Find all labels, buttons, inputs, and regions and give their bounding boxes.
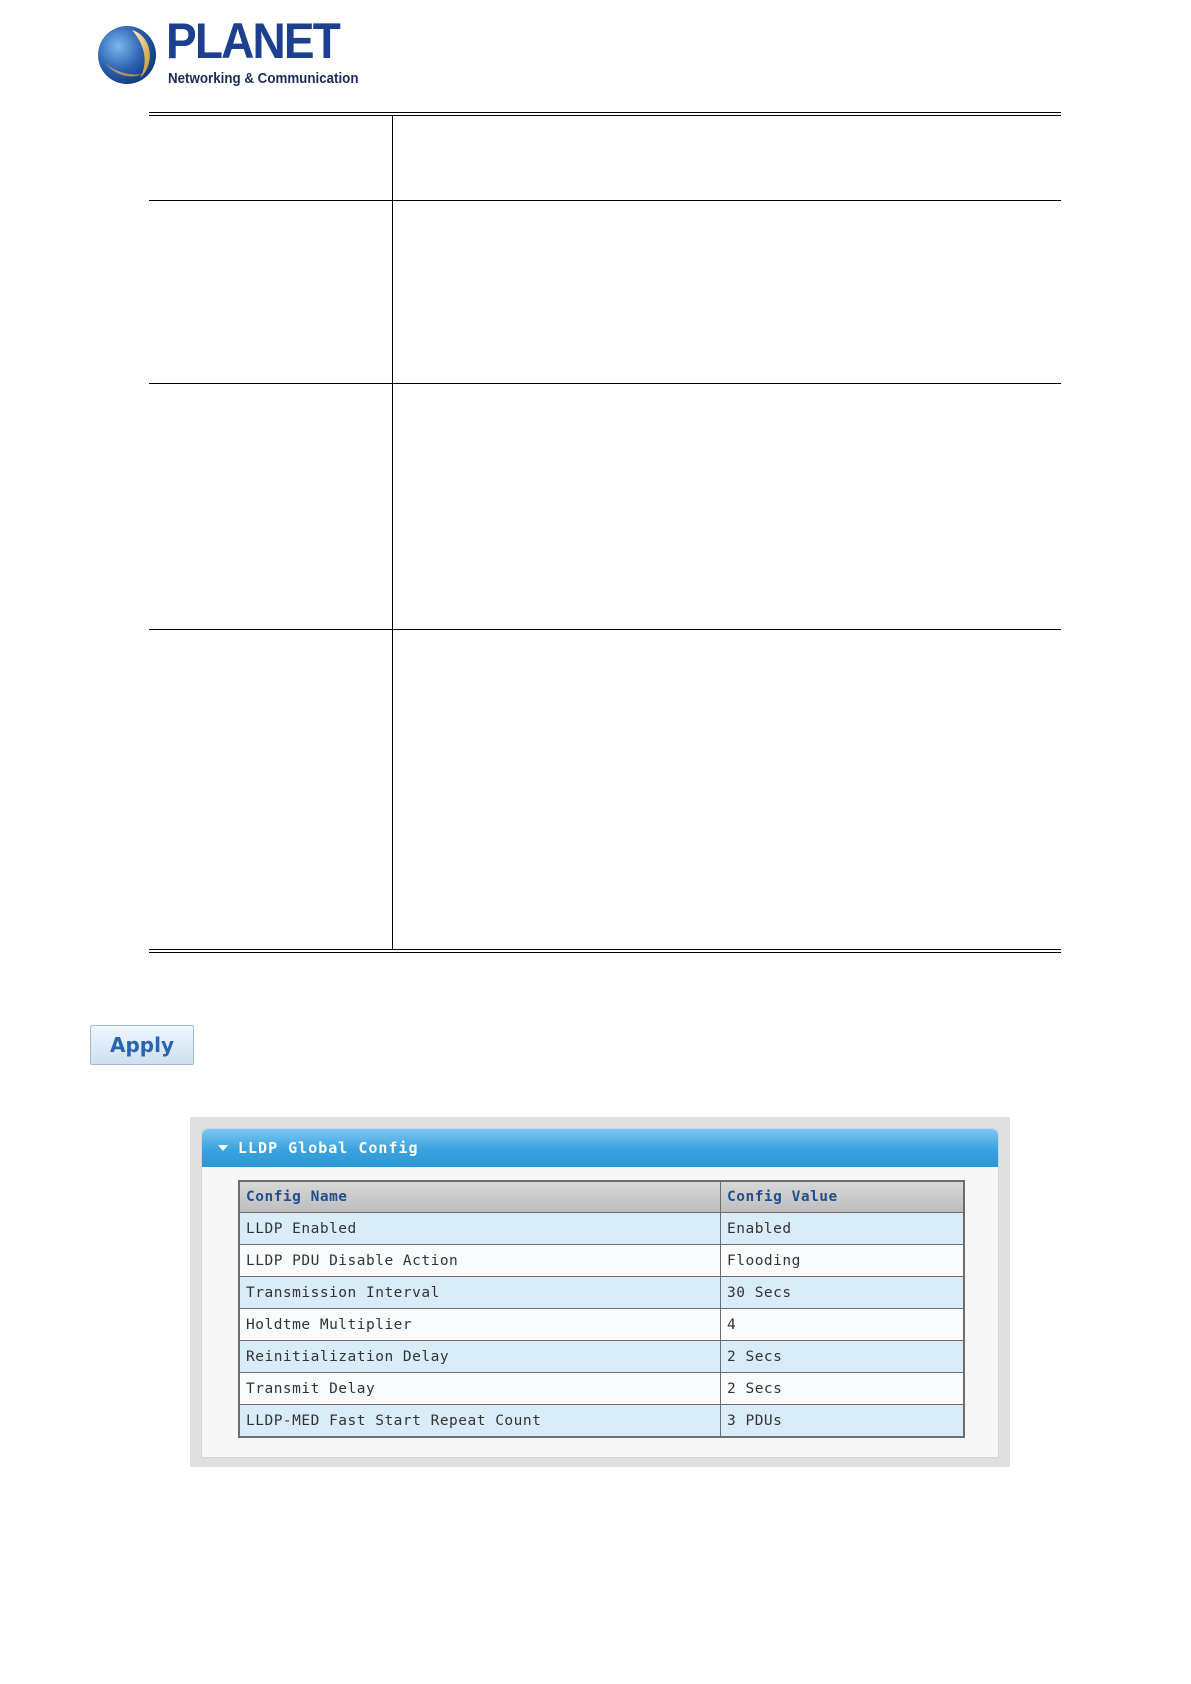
logo-tagline: Networking & Communication xyxy=(168,71,359,87)
table-row xyxy=(239,1373,964,1405)
table-header-row xyxy=(239,1181,964,1213)
panel-title: LLDP Global Config xyxy=(238,1139,419,1157)
table-row xyxy=(239,1213,964,1245)
table-row xyxy=(239,1309,964,1341)
table-row xyxy=(239,1405,964,1438)
logo-wordmark: PLANET xyxy=(166,13,339,69)
config-table xyxy=(238,1180,965,1438)
table-row xyxy=(239,1341,964,1373)
config-value-cell: 4 xyxy=(721,1309,965,1341)
panel-header[interactable] xyxy=(202,1129,998,1167)
config-name-cell: LLDP-MED Fast Start Repeat Count xyxy=(239,1405,721,1438)
globe-icon xyxy=(96,24,158,86)
planet-logo xyxy=(96,13,359,92)
row-divider xyxy=(149,629,1061,630)
config-name-cell: Holdtme Multiplier xyxy=(239,1309,721,1341)
config-value-cell: Enabled xyxy=(721,1213,965,1245)
collapse-caret-icon[interactable] xyxy=(218,1145,228,1151)
table-row xyxy=(239,1277,964,1309)
parameter-description-table xyxy=(149,112,1061,953)
config-value-cell: Flooding xyxy=(721,1245,965,1277)
config-value-cell: 30 Secs xyxy=(721,1277,965,1309)
config-name-cell: Reinitialization Delay xyxy=(239,1341,721,1373)
config-name-cell: LLDP Enabled xyxy=(239,1213,721,1245)
config-name-cell: Transmit Delay xyxy=(239,1373,721,1405)
column-header-config-name: Config Name xyxy=(239,1181,721,1213)
config-value-cell: 2 Secs xyxy=(721,1341,965,1373)
column-divider xyxy=(392,116,393,949)
apply-button[interactable]: Apply xyxy=(90,1025,194,1065)
column-header-config-value: Config Value xyxy=(721,1181,965,1213)
row-divider xyxy=(149,200,1061,201)
panel-body xyxy=(201,1128,999,1458)
config-name-cell: Transmission Interval xyxy=(239,1277,721,1309)
config-value-cell: 3 PDUs xyxy=(721,1405,965,1438)
lldp-global-config-panel xyxy=(190,1117,1010,1467)
table-row xyxy=(239,1245,964,1277)
row-divider xyxy=(149,383,1061,384)
config-name-cell: LLDP PDU Disable Action xyxy=(239,1245,721,1277)
config-value-cell: 2 Secs xyxy=(721,1373,965,1405)
